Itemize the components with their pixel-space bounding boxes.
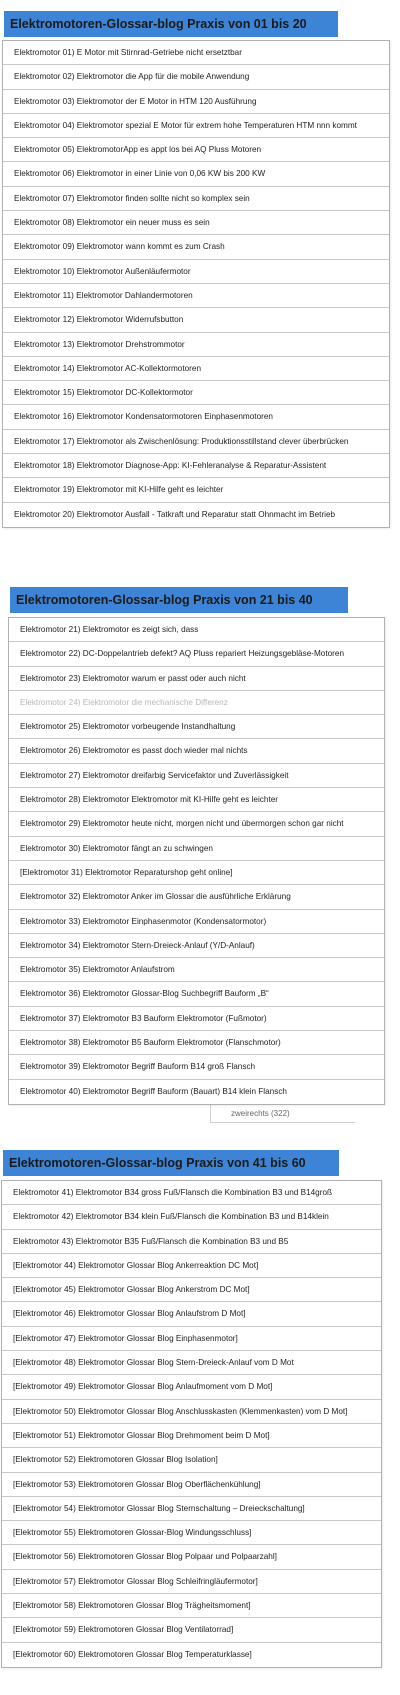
list-item[interactable]: Elektromotor 23) Elektromotor warum er passt oder auch nicht [9, 667, 384, 691]
list-item[interactable]: Elektromotor 36) Elektromotor Glossar-Blog Suchbegriff Bauform „B“ [9, 982, 384, 1006]
list-item[interactable]: Elektromotor 24) Elektromotor die mechanische Differenz [9, 691, 384, 715]
list-item[interactable]: Elektromotor 22) DC-Doppelantrieb defekt? AQ Pluss repariert Heizungsgebläse-Motoren [9, 642, 384, 666]
list-item[interactable]: Elektromotor 40) Elektromotor Begriff Bauform (Bauart) B14 klein Flansch [20, 1086, 287, 1096]
section-2-list [8, 617, 385, 1105]
section-3-list [1, 1180, 382, 1668]
list-item[interactable]: Elektromotor 26) Elektromotor es passt doch wieder mal nichts [9, 739, 384, 763]
list-item[interactable]: Elektromotor 21) Elektromotor es zeigt sich, dass [9, 618, 384, 642]
list-item[interactable]: Elektromotor 30) Elektromotor fängt an zu schwingen [9, 837, 384, 861]
list-item[interactable]: Elektromotor 39) Elektromotor Begriff Bauform B14 groß Flansch [9, 1055, 384, 1079]
list-item[interactable]: Elektromotor 11) Elektromotor Dahlandermotoren [3, 284, 389, 308]
list-item[interactable]: Elektromotor 04) Elektromotor spezial E Motor für extrem hohe Temperaturen HTM nnn kommt [3, 114, 389, 138]
list-item[interactable]: [Elektromotor 51) Elektromotor Glossar Blog Drehmoment beim D Mot] [2, 1424, 381, 1448]
section-2-title: Elektromotoren-Glossar-blog Praxis von 21 bis 40 [10, 587, 348, 613]
list-item[interactable]: [Elektromotor 48) Elektromotor Glossar Blog Stern-Dreieck-Anlauf vom D Mot [2, 1351, 381, 1375]
list-item[interactable]: [Elektromotor 57) Elektromotor Glossar Blog Schleifringläufermotor] [2, 1570, 381, 1594]
list-item[interactable]: Elektromotor 14) Elektromotor AC-Kollektormotoren [3, 357, 389, 381]
list-item[interactable]: Elektromotor 35) Elektromotor Anlaufstrom [9, 958, 384, 982]
list-item[interactable]: Elektromotor 17) Elektromotor als Zwischenlösung: Produktionsstillstand clever überbrücken [3, 430, 389, 454]
list-item[interactable]: Elektromotor 13) Elektromotor Drehstrommotor [3, 333, 389, 357]
list-item[interactable]: Elektromotor 05) ElektromotorApp es appt los bei AQ Pluss Motoren [3, 138, 389, 162]
list-item[interactable]: Elektromotor 18) Elektromotor Diagnose-App: KI-Fehleranalyse & Reparatur-Assistent [3, 454, 389, 478]
list-item[interactable]: [Elektromotor 58) Elektromotoren Glossar Blog Trägheitsmoment] [2, 1594, 381, 1618]
list-item[interactable]: Elektromotor 10) Elektromotor Außenläufermotor [3, 260, 389, 284]
list-item[interactable]: [Elektromotor 59) Elektromotoren Glossar Blog Ventilatorrad] [2, 1618, 381, 1642]
list-item[interactable]: Elektromotor 42) Elektromotor B34 klein Fuß/Flansch die Kombination B3 und B14klein [2, 1205, 381, 1229]
section-3-title: Elektromotoren-Glossar-blog Praxis von 41 bis 60 [3, 1150, 339, 1176]
list-item[interactable]: Elektromotor 37) Elektromotor B3 Bauform Elektromotor (Fußmotor) [9, 1007, 384, 1031]
list-item[interactable]: [Elektromotor 53) Elektromotoren Glossar Blog Oberflächenkühlung] [2, 1473, 381, 1497]
list-item[interactable]: Elektromotor 07) Elektromotor finden sollte nicht so komplex sein [3, 187, 389, 211]
list-item[interactable]: Elektromotor 41) Elektromotor B34 gross Fuß/Flansch die Kombination B3 und B14groß [2, 1181, 381, 1205]
list-item[interactable]: Elektromotor 02) Elektromotor die App für die mobile Anwendung [3, 65, 389, 89]
list-item[interactable]: Elektromotor 33) Elektromotor Einphasenmotor (Kondensatormotor) [9, 910, 384, 934]
list-item[interactable]: Elektromotor 34) Elektromotor Stern-Dreieck-Anlauf (Y/D-Anlauf) [9, 934, 384, 958]
list-item[interactable]: Elektromotor 01) E Motor mit Stirnrad-Getriebe nicht ersetztbar [3, 41, 389, 65]
section-1-list [2, 40, 390, 528]
list-item[interactable]: Elektromotor 28) Elektromotor Elektromotor mit KI-Hilfe geht es leichter [9, 788, 384, 812]
list-item[interactable]: [Elektromotor 46) Elektromotor Glossar Blog Anlaufstrom D Mot] [2, 1302, 381, 1326]
list-item[interactable]: Elektromotor 03) Elektromotor der E Motor in HTM 120 Ausführung [3, 90, 389, 114]
list-item[interactable]: Elektromotor 20) Elektromotor Ausfall - Tatkraft und Reparatur statt Ohnmacht im Betrieb [14, 509, 336, 519]
list-item[interactable]: Elektromotor 08) Elektromotor ein neuer muss es sein [3, 211, 389, 235]
list-item[interactable]: Elektromotor 27) Elektromotor dreifarbig Servicefaktor und Zuverlässigkeit [9, 764, 384, 788]
list-item[interactable]: Elektromotor 38) Elektromotor B5 Bauform Elektromotor (Flanschmotor) [9, 1031, 384, 1055]
list-item[interactable]: Elektromotor 25) Elektromotor vorbeugende Instandhaltung [9, 715, 384, 739]
list-item[interactable]: Elektromotor 19) Elektromotor mit KI-Hilfe geht es leichter [3, 478, 389, 502]
list-item[interactable]: Elektromotor 06) Elektromotor in einer Linie von 0,06 KW bis 200 KW [3, 162, 389, 186]
list-item[interactable]: [Elektromotor 49) Elektromotor Glossar Blog Anlaufmoment vom D Mot] [2, 1375, 381, 1399]
list-item[interactable]: Elektromotor 15) Elektromotor DC-Kollektormotor [3, 381, 389, 405]
list-item[interactable]: Elektromotor 16) Elektromotor Kondensatormotoren Einphasenmotoren [3, 405, 389, 429]
list-item[interactable]: [Elektromotor 47) Elektromotor Glossar Blog Einphasenmotor] [2, 1327, 381, 1351]
list-item[interactable]: [Elektromotor 54) Elektromotor Glossar Blog Sternschaltung – Dreieckschaltung] [2, 1497, 381, 1521]
background-fragment: zweirechts (322) [210, 1105, 355, 1123]
list-item[interactable]: Elektromotor 43) Elektromotor B35 Fuß/Flansch die Kombination B3 und B5 [2, 1230, 381, 1254]
section-1-title: Elektromotoren-Glossar-blog Praxis von 01 bis 20 [4, 11, 338, 37]
list-item[interactable]: Elektromotor 12) Elektromotor Widerrufsbutton [3, 308, 389, 332]
list-item[interactable]: [Elektromotor 55) Elektromotoren Glossar-Blog Windungsschluss] [2, 1521, 381, 1545]
list-item[interactable]: [Elektromotor 44) Elektromotor Glossar Blog Ankerreaktion DC Mot] [2, 1254, 381, 1278]
list-item[interactable]: [Elektromotor 60) Elektromotoren Glossar Blog Temperaturklasse] [13, 1649, 252, 1659]
list-item[interactable]: Elektromotor 09) Elektromotor wann kommt es zum Crash [3, 235, 389, 259]
list-item[interactable]: [Elektromotor 52) Elektromotoren Glossar Blog Isolation] [2, 1448, 381, 1472]
list-item[interactable]: Elektromotor 29) Elektromotor heute nicht, morgen nicht und übermorgen schon gar nicht [9, 812, 384, 836]
list-item[interactable]: [Elektromotor 31) Elektromotor Reparaturshop geht online] [9, 861, 384, 885]
list-item[interactable]: Elektromotor 32) Elektromotor Anker im Glossar die ausführliche Erklärung [9, 885, 384, 909]
list-item[interactable]: [Elektromotor 56) Elektromotoren Glossar Blog Polpaar und Polpaarzahl] [2, 1545, 381, 1569]
list-item[interactable]: [Elektromotor 50) Elektromotor Glossar Blog Anschlusskasten (Klemmenkasten) vom D Mot] [2, 1400, 381, 1424]
list-item[interactable]: [Elektromotor 45) Elektromotor Glossar Blog Ankerstrom DC Mot] [2, 1278, 381, 1302]
